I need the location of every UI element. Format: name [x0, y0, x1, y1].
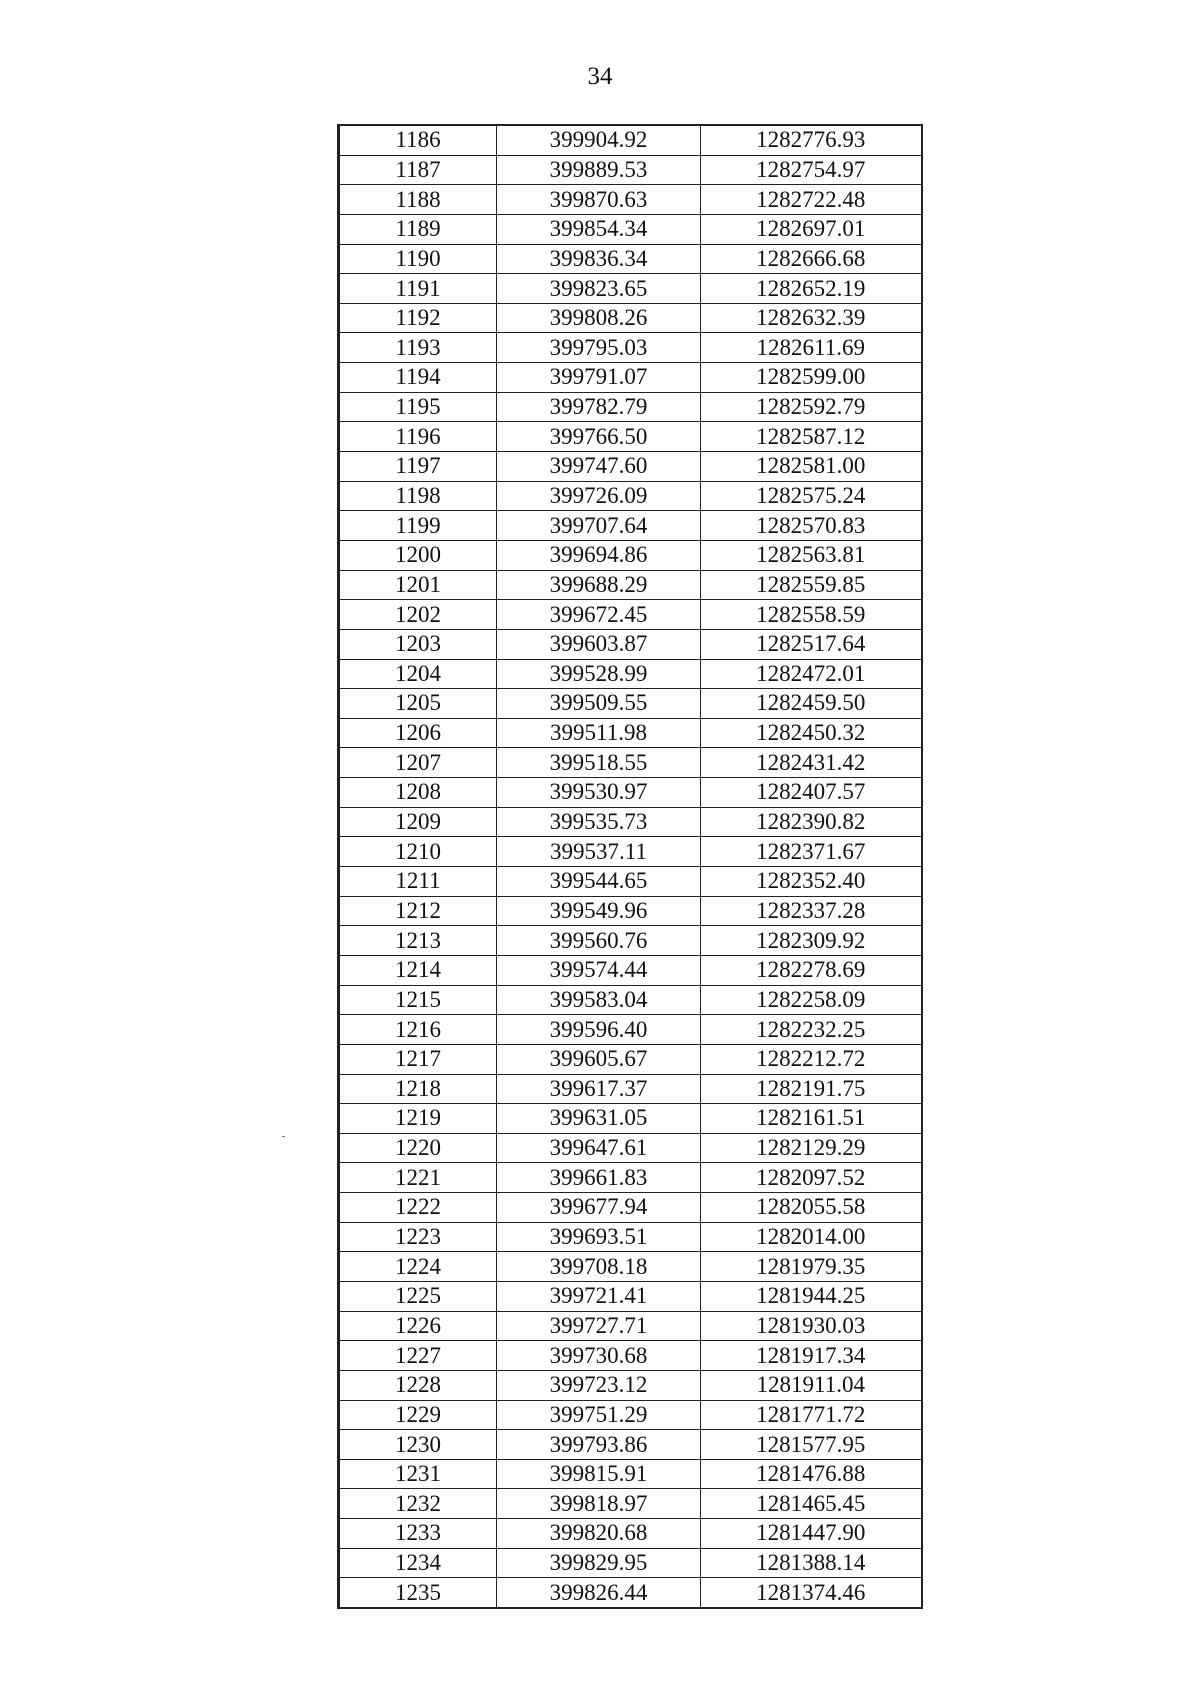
table-row [339, 718, 922, 748]
table-row [339, 392, 922, 422]
point-number-cell: 1219 [339, 1104, 497, 1134]
point-number-cell: 1189 [339, 214, 497, 244]
y-coordinate-cell: 1282459.50 [701, 689, 922, 719]
y-coordinate-cell: 1282450.32 [701, 718, 922, 748]
table-row [339, 1430, 922, 1460]
y-coordinate-cell: 1281944.25 [701, 1281, 922, 1311]
table-row [339, 1133, 922, 1163]
y-coordinate-cell: 1282697.01 [701, 214, 922, 244]
table-row [339, 1044, 922, 1074]
y-coordinate-cell: 1282652.19 [701, 274, 922, 304]
x-coordinate-cell: 399694.86 [497, 540, 701, 570]
x-coordinate-cell: 399793.86 [497, 1430, 701, 1460]
y-coordinate-cell: 1282278.69 [701, 955, 922, 985]
point-number-cell: 1225 [339, 1281, 497, 1311]
y-coordinate-cell: 1281917.34 [701, 1341, 922, 1371]
table-row [339, 748, 922, 778]
page-number: 34 [587, 63, 613, 90]
table-row [339, 1489, 922, 1519]
x-coordinate-cell: 399727.71 [497, 1311, 701, 1341]
table-row [339, 689, 922, 719]
table-row [339, 125, 922, 155]
table-row [339, 540, 922, 570]
point-number-cell: 1228 [339, 1370, 497, 1400]
y-coordinate-cell: 1282754.97 [701, 155, 922, 185]
point-number-cell: 1220 [339, 1133, 497, 1163]
y-coordinate-cell: 1281911.04 [701, 1370, 922, 1400]
table-row [339, 363, 922, 393]
x-coordinate-cell: 399708.18 [497, 1252, 701, 1282]
x-coordinate-cell: 399751.29 [497, 1400, 701, 1430]
table-row [339, 481, 922, 511]
y-coordinate-cell: 1282232.25 [701, 1015, 922, 1045]
x-coordinate-cell: 399528.99 [497, 659, 701, 689]
x-coordinate-cell: 399631.05 [497, 1104, 701, 1134]
point-number-cell: 1229 [339, 1400, 497, 1430]
table-row [339, 926, 922, 956]
y-coordinate-cell: 1282776.93 [701, 125, 922, 155]
table-row [339, 837, 922, 867]
y-coordinate-cell: 1282517.64 [701, 629, 922, 659]
point-number-cell: 1198 [339, 481, 497, 511]
point-number-cell: 1210 [339, 837, 497, 867]
point-number-cell: 1223 [339, 1222, 497, 1252]
y-coordinate-cell: 1282581.00 [701, 452, 922, 482]
x-coordinate-cell: 399537.11 [497, 837, 701, 867]
table-row [339, 1519, 922, 1549]
point-number-cell: 1195 [339, 392, 497, 422]
y-coordinate-cell: 1282472.01 [701, 659, 922, 689]
point-number-cell: 1208 [339, 778, 497, 808]
y-coordinate-cell: 1281771.72 [701, 1400, 922, 1430]
y-coordinate-cell: 1281476.88 [701, 1459, 922, 1489]
table-row [339, 629, 922, 659]
point-number-cell: 1235 [339, 1578, 497, 1608]
y-coordinate-cell: 1282592.79 [701, 392, 922, 422]
point-number-cell: 1188 [339, 185, 497, 215]
x-coordinate-cell: 399560.76 [497, 926, 701, 956]
point-number-cell: 1199 [339, 511, 497, 541]
point-number-cell: 1224 [339, 1252, 497, 1282]
table-row [339, 1459, 922, 1489]
y-coordinate-cell: 1282337.28 [701, 896, 922, 926]
x-coordinate-cell: 399854.34 [497, 214, 701, 244]
table-row [339, 214, 922, 244]
x-coordinate-cell: 399726.09 [497, 481, 701, 511]
point-number-cell: 1197 [339, 452, 497, 482]
y-coordinate-cell: 1282575.24 [701, 481, 922, 511]
table-row [339, 333, 922, 363]
table-row [339, 570, 922, 600]
x-coordinate-cell: 399530.97 [497, 778, 701, 808]
x-coordinate-cell: 399549.96 [497, 896, 701, 926]
point-number-cell: 1194 [339, 363, 497, 393]
point-number-cell: 1190 [339, 244, 497, 274]
y-coordinate-cell: 1281388.14 [701, 1548, 922, 1578]
point-number-cell: 1214 [339, 955, 497, 985]
x-coordinate-cell: 399818.97 [497, 1489, 701, 1519]
table-row [339, 1341, 922, 1371]
point-number-cell: 1234 [339, 1548, 497, 1578]
y-coordinate-cell: 1282371.67 [701, 837, 922, 867]
y-coordinate-cell: 1281465.45 [701, 1489, 922, 1519]
table-row [339, 1074, 922, 1104]
table-row [339, 1370, 922, 1400]
point-number-cell: 1207 [339, 748, 497, 778]
x-coordinate-cell: 399574.44 [497, 955, 701, 985]
point-number-cell: 1186 [339, 125, 497, 155]
point-number-cell: 1209 [339, 807, 497, 837]
x-coordinate-cell: 399677.94 [497, 1193, 701, 1223]
table-row [339, 1104, 922, 1134]
x-coordinate-cell: 399795.03 [497, 333, 701, 363]
y-coordinate-cell: 1282559.85 [701, 570, 922, 600]
table-row [339, 422, 922, 452]
x-coordinate-cell: 399808.26 [497, 303, 701, 333]
x-coordinate-cell: 399603.87 [497, 629, 701, 659]
point-number-cell: 1213 [339, 926, 497, 956]
y-coordinate-cell: 1282632.39 [701, 303, 922, 333]
y-coordinate-cell: 1282666.68 [701, 244, 922, 274]
x-coordinate-cell: 399730.68 [497, 1341, 701, 1371]
x-coordinate-cell: 399605.67 [497, 1044, 701, 1074]
point-number-cell: 1196 [339, 422, 497, 452]
y-coordinate-cell: 1282407.57 [701, 778, 922, 808]
y-coordinate-cell: 1282191.75 [701, 1074, 922, 1104]
table-row [339, 1222, 922, 1252]
y-coordinate-cell: 1281930.03 [701, 1311, 922, 1341]
point-number-cell: 1192 [339, 303, 497, 333]
x-coordinate-cell: 399583.04 [497, 985, 701, 1015]
x-coordinate-cell: 399535.73 [497, 807, 701, 837]
table-row [339, 659, 922, 689]
y-coordinate-cell: 1282611.69 [701, 333, 922, 363]
x-coordinate-cell: 399826.44 [497, 1578, 701, 1608]
table-row [339, 1311, 922, 1341]
y-coordinate-cell: 1282055.58 [701, 1193, 922, 1223]
x-coordinate-cell: 399829.95 [497, 1548, 701, 1578]
table-row [339, 1281, 922, 1311]
table-row [339, 155, 922, 185]
y-coordinate-cell: 1282212.72 [701, 1044, 922, 1074]
x-coordinate-cell: 399688.29 [497, 570, 701, 600]
y-coordinate-cell: 1282563.81 [701, 540, 922, 570]
table-row [339, 1548, 922, 1578]
table-row [339, 1163, 922, 1193]
point-number-cell: 1204 [339, 659, 497, 689]
x-coordinate-cell: 399647.61 [497, 1133, 701, 1163]
x-coordinate-cell: 399791.07 [497, 363, 701, 393]
coordinates-table-body [339, 125, 922, 1608]
x-coordinate-cell: 399596.40 [497, 1015, 701, 1045]
point-number-cell: 1231 [339, 1459, 497, 1489]
table-row [339, 1252, 922, 1282]
table-row [339, 807, 922, 837]
x-coordinate-cell: 399672.45 [497, 600, 701, 630]
y-coordinate-cell: 1281979.35 [701, 1252, 922, 1282]
y-coordinate-cell: 1281374.46 [701, 1578, 922, 1608]
x-coordinate-cell: 399518.55 [497, 748, 701, 778]
y-coordinate-cell: 1282558.59 [701, 600, 922, 630]
table-row [339, 600, 922, 630]
table-row [339, 955, 922, 985]
table-row [339, 303, 922, 333]
y-coordinate-cell: 1282309.92 [701, 926, 922, 956]
x-coordinate-cell: 399544.65 [497, 867, 701, 897]
x-coordinate-cell: 399723.12 [497, 1370, 701, 1400]
y-coordinate-cell: 1281447.90 [701, 1519, 922, 1549]
x-coordinate-cell: 399815.91 [497, 1459, 701, 1489]
point-number-cell: 1203 [339, 629, 497, 659]
y-coordinate-cell: 1282097.52 [701, 1163, 922, 1193]
y-coordinate-cell: 1282587.12 [701, 422, 922, 452]
point-number-cell: 1218 [339, 1074, 497, 1104]
x-coordinate-cell: 399823.65 [497, 274, 701, 304]
table-row [339, 1015, 922, 1045]
table-row [339, 511, 922, 541]
scan-speck [282, 1136, 285, 1137]
point-number-cell: 1193 [339, 333, 497, 363]
x-coordinate-cell: 399820.68 [497, 1519, 701, 1549]
y-coordinate-cell: 1282431.42 [701, 748, 922, 778]
y-coordinate-cell: 1282129.29 [701, 1133, 922, 1163]
point-number-cell: 1227 [339, 1341, 497, 1371]
table-row [339, 867, 922, 897]
point-number-cell: 1216 [339, 1015, 497, 1045]
point-number-cell: 1215 [339, 985, 497, 1015]
y-coordinate-cell: 1282014.00 [701, 1222, 922, 1252]
y-coordinate-cell: 1282599.00 [701, 363, 922, 393]
table-row [339, 185, 922, 215]
x-coordinate-cell: 399889.53 [497, 155, 701, 185]
table-row [339, 985, 922, 1015]
x-coordinate-cell: 399661.83 [497, 1163, 701, 1193]
table-row [339, 778, 922, 808]
y-coordinate-cell: 1282258.09 [701, 985, 922, 1015]
y-coordinate-cell: 1282722.48 [701, 185, 922, 215]
coordinates-table [337, 124, 923, 1609]
table-row [339, 896, 922, 926]
point-number-cell: 1206 [339, 718, 497, 748]
y-coordinate-cell: 1282390.82 [701, 807, 922, 837]
point-number-cell: 1211 [339, 867, 497, 897]
x-coordinate-cell: 399693.51 [497, 1222, 701, 1252]
point-number-cell: 1187 [339, 155, 497, 185]
table-row [339, 274, 922, 304]
point-number-cell: 1212 [339, 896, 497, 926]
x-coordinate-cell: 399707.64 [497, 511, 701, 541]
point-number-cell: 1221 [339, 1163, 497, 1193]
table-row [339, 1578, 922, 1608]
y-coordinate-cell: 1281577.95 [701, 1430, 922, 1460]
x-coordinate-cell: 399870.63 [497, 185, 701, 215]
x-coordinate-cell: 399509.55 [497, 689, 701, 719]
table-row [339, 452, 922, 482]
x-coordinate-cell: 399511.98 [497, 718, 701, 748]
y-coordinate-cell: 1282352.40 [701, 867, 922, 897]
point-number-cell: 1217 [339, 1044, 497, 1074]
x-coordinate-cell: 399836.34 [497, 244, 701, 274]
point-number-cell: 1226 [339, 1311, 497, 1341]
x-coordinate-cell: 399766.50 [497, 422, 701, 452]
table-row [339, 244, 922, 274]
point-number-cell: 1222 [339, 1193, 497, 1223]
point-number-cell: 1201 [339, 570, 497, 600]
point-number-cell: 1232 [339, 1489, 497, 1519]
x-coordinate-cell: 399747.60 [497, 452, 701, 482]
x-coordinate-cell: 399782.79 [497, 392, 701, 422]
y-coordinate-cell: 1282161.51 [701, 1104, 922, 1134]
table-row [339, 1400, 922, 1430]
y-coordinate-cell: 1282570.83 [701, 511, 922, 541]
point-number-cell: 1205 [339, 689, 497, 719]
x-coordinate-cell: 399721.41 [497, 1281, 701, 1311]
table-row [339, 1193, 922, 1223]
x-coordinate-cell: 399904.92 [497, 125, 701, 155]
point-number-cell: 1202 [339, 600, 497, 630]
point-number-cell: 1230 [339, 1430, 497, 1460]
x-coordinate-cell: 399617.37 [497, 1074, 701, 1104]
point-number-cell: 1233 [339, 1519, 497, 1549]
point-number-cell: 1191 [339, 274, 497, 304]
point-number-cell: 1200 [339, 540, 497, 570]
